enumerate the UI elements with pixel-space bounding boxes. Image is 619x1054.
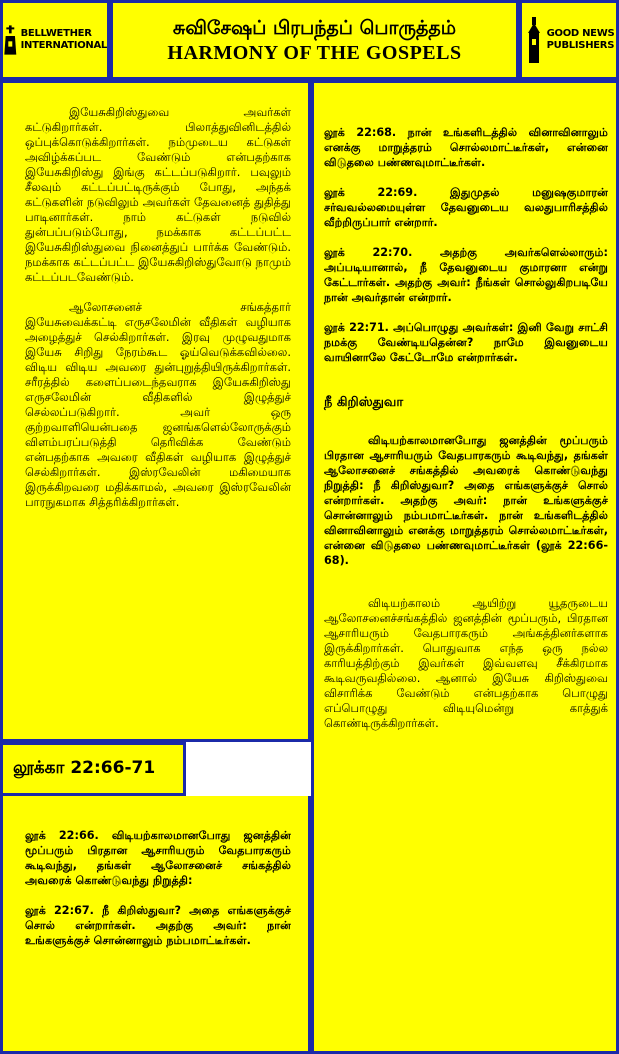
left-commentary-para2: ஆலோசனைச் சங்கத்தார் இயேசுவைக்கட்டி எருசலேமின் வீதிகள் வழியாக அழைத்துச் செல்கிறார்கள். இரவு முழுவதுமாக இயேசு சிறிது நேரம்கூட ஓய்வெடுக்கவில்லை. விடிய விடிய அவரை துன்புறுத்தியிருக்கிறார்கள். சரீரத்தில் களைப்படைந்தவராக இயேசுகிறிஸ்து எருசலேமின் வீதிகளில் இழுத்துச் செல்லப்படுகிறார். அவர் ஒரு குற்றவாளியென்பதை ஜனங்களெல்லோருக்கும் விளம்பரப்படுத்தி தெரிவிக்க வேண்டும் என்பதற்காக அவரை வீதிகள் வழியாக இழுத்துச் செல்கிறார்கள். இஸ்ரவேலின் மகிமையாக இருக்கிறவரை மதிக்காமல், அவரை இஸ்ரவேலின் பாரநுகமாக சித்தரிக்கிறார்கள். — [25, 300, 291, 509]
verse-22-66: லூக் 22:66. விடியற்காலமானபோது ஜனத்தின் மூப்பரும் பிரதான ஆசாரியரும் வேதபாரகரும் கூடிவந்து, தங்கள் ஆலோசனைச் சங்கத்தில் அவரைக் கொண்டுவந்து நிறுத்தி: — [25, 829, 291, 887]
left-logo-line2: INTERNATIONAL — [20, 40, 107, 51]
cross-church-icon — [3, 18, 18, 62]
left-commentary-para1: இயேசுகிறிஸ்துவை அவர்கள் கட்டுகிறார்கள். பிலாத்துவினிடத்தில் ஒப்புக்கொடுக்கிறார்கள். நம்முடைய கட்டுகள் அவிழ்க்கப்பட வேண்டும் என்பதற்காக இயேசுகிறிஸ்து இங்கு கட்டப்படுகிறார். பவுலும் சீலவும் கட்டப்பட்டிருக்கும் போது, அந்தக் கட்டுகளின் நடுவிலும் அவர்கள் தேவனைத் துதித்து பாடினார்கள். நாம் கட்டுகள் நடுவில் துன்பப்படும்போது, நமக்காக கட்டப்பட்ட இயேசுகிறிஸ்துவை நினைத்துப் பார்க்க வேண்டும். நமக்காக கட்டப்பட்ட இயேசுகிறிஸ்துவோடு நாமும் கட்டப்படவேண்டும். — [25, 105, 291, 284]
reference-box — [0, 742, 186, 796]
verse-22-71: லூக் 22:71. அப்பொழுது அவர்கள்: இனி வேறு சாட்சி நமக்கு வேண்டியதென்ன? நாமே இவனுடைய வாயினாலே கேட்டோமே என்றார்கள். — [324, 321, 608, 364]
title-box — [110, 0, 519, 80]
right-logo-box — [519, 0, 619, 80]
verse-22-69: லூக் 22:69. இதுமுதல் மனுஷகுமாரன் சர்வவல்லமையுள்ள தேவனுடைய வலதுபாரிசத்தில் வீற்றிருப்பார் என்றார். — [324, 186, 608, 229]
reference-label: லூக்கா 22:66-71 — [13, 758, 156, 778]
left-commentary-box — [0, 80, 311, 742]
right-logo-line2: PUBLISHERS — [546, 40, 615, 51]
left-verses-box — [0, 796, 311, 1054]
closing-paragraph: விடியற்காலம் ஆயிற்று யூதருடைய ஆலோசனைச்சங்கத்தில் ஜனத்தின் மூப்பரும், பிரதான ஆசாரியரும் வேதபாரகரும் அங்கத்தினர்களாக இருக்கிறார்கள். பொதுவாக எந்த ஒரு நல்ல காரியத்திற்கும் இவர்கள் இவ்வளவு சீக்கிரமாக கூடிவருவதில்லை. ஆனால் இயேசு கிறிஸ்துவை விசாரிக்க வேண்டும் என்பதற்காக பொழுது எப்பொழுது விடியுமென்று காத்துக் கொண்டிருக்கிறார்கள். — [324, 596, 608, 730]
left-logo-text — [21, 28, 107, 52]
right-column-box — [311, 80, 619, 1054]
verse-22-70: லூக் 22:70. அதற்கு அவர்களெல்லாரும்: அப்படியானால், நீ தேவனுடைய குமாரனா என்று கேட்டார்கள். அதற்கு அவர்: நீங்கள் சொல்லுகிறபடியே நான் அவர்தான் என்றார். — [324, 246, 608, 304]
section-title: நீ கிறிஸ்துவா — [324, 395, 404, 410]
right-logo-text — [547, 28, 615, 52]
church-tower-icon — [524, 17, 544, 63]
verse-22-67: லூக் 22:67. நீ கிறிஸ்துவா? அதை எங்களுக்குச் சொல் என்றார்கள். அதற்கு அவர்: நான் உங்களுக்குச் சொன்னாலும் நம்பமாட்டீர்கள். — [25, 904, 291, 947]
summary-verse: விடியற்காலமானபோது ஜனத்தின் மூப்பரும் பிரதான ஆசாரியரும் வேதபாரகரும் கூடிவந்து, தங்கள் ஆலோசனைச் சங்கத்தில் அவரைக் கொண்டுவந்து நிறுத்தி: நீ கிறிஸ்துவா? அதை எங்களுக்குச் சொல் என்றார்கள். அதற்கு அவர்: நான் உங்களுக்குச் சொன்னாலும் நம்பமாட்டீர்கள். நான் உங்களிடத்தில் வினாவினாலும் எனக்கு மாறுத்தரம் சொல்லமாட்டீர்கள், என்னை விடுதலை பண்ணவுமாட்டீர்கள் (லூக் 22:66-68). — [324, 434, 608, 567]
left-logo-line1: BELLWETHER — [20, 28, 92, 39]
right-logo-line1: GOOD NEWS — [546, 28, 615, 39]
left-logo-box — [0, 0, 110, 80]
title-tamil: சுவிசேஷப் பிரபந்தப் பொருத்தம் — [172, 17, 457, 39]
title-english: HARMONY OF THE GOSPELS — [167, 42, 462, 64]
verse-22-68: லூக் 22:68. நான் உங்களிடத்தில் வினாவினாலும் எனக்கு மாறுத்தரம் சொல்லமாட்டீர்கள், என்னை விடுதலை பண்ணவுமாட்டீர்கள். — [324, 126, 608, 169]
